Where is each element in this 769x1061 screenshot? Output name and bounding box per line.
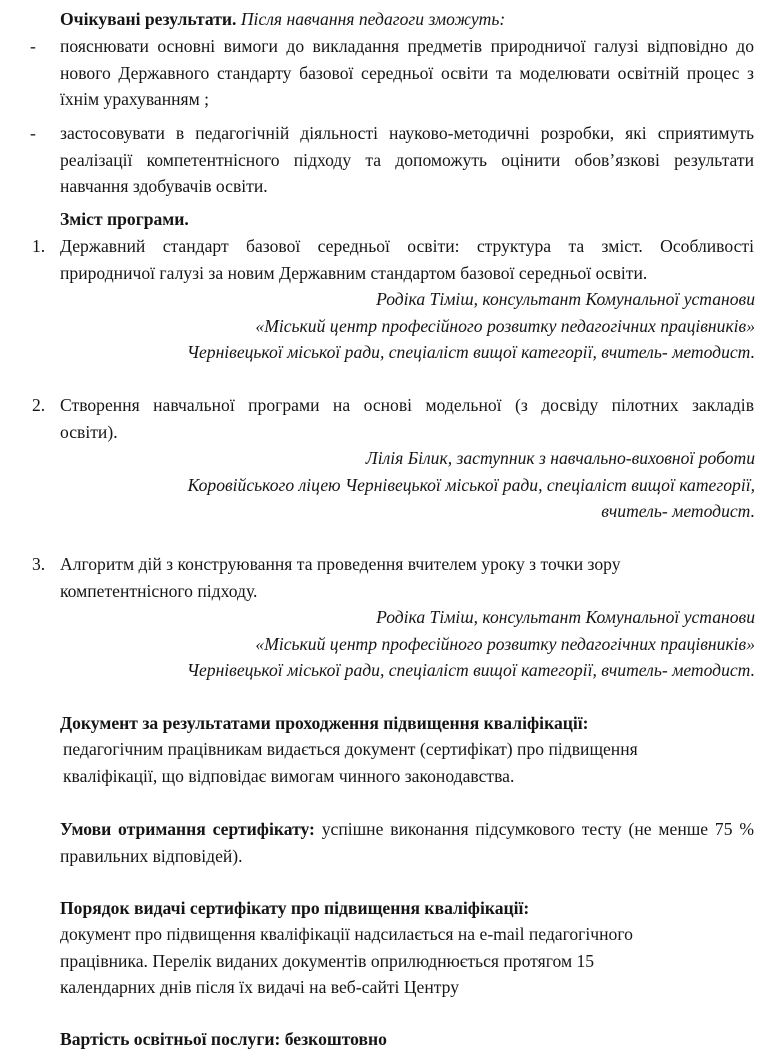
issuance-line: календарних днів після їх видачі на веб-сайті Центру [60, 977, 460, 997]
title-line: Створення навчальної програми на основі модельної (з досвіду пілотних закладів [60, 395, 754, 415]
author-line: «Міський центр професійного розвитку педагогічних працівників» [255, 315, 755, 336]
conditions-heading: Умови отримання сертифікату: [60, 819, 315, 839]
expected-results-line [60, 6, 505, 33]
author-line: Чернівецької міської ради, спеціаліст вищої категорії, вчитель- методист. [186, 342, 755, 362]
cost-line: Вартість освітньої послуги: безкоштовно [60, 1029, 387, 1049]
conditions-text: успішне виконання підсумкового тесту (не менше 75 % правильних відповідей). [60, 819, 754, 866]
program-heading: Зміст програми. [60, 209, 189, 229]
conditions-paragraph [60, 816, 754, 869]
author-line: вчитель- методист. [601, 501, 755, 521]
title-line: Державний стандарт базової середньої освіти: структура та зміст. Особливості [60, 236, 754, 256]
issuance-text [60, 921, 754, 1001]
issuance-line: документ про підвищення кваліфікації надсилається на e-mail педагогічного [60, 924, 633, 944]
program-item-number: 2. [32, 395, 46, 415]
program-item-1-title [60, 233, 754, 286]
document-line: педагогічним працівникам видається документ (сертифікат) про підвищення [63, 739, 638, 759]
title-line: Алгоритм дій з конструювання та проведення вчителем уроку з точки зору [60, 554, 621, 574]
bullet-dash: - [30, 36, 36, 56]
title-line: компетентнісного підходу. [60, 580, 258, 601]
author-line: Коровійського ліцею Чернівецької міської ради, спеціаліст вищої категорії, [187, 474, 755, 495]
document-heading: Документ за результатами проходження підвищення кваліфікації: [60, 713, 589, 733]
program-item-number: 1. [32, 236, 46, 256]
program-item-3-author [55, 604, 755, 684]
author-line: Родіка Тіміш, консультант Комунальної установи [376, 607, 755, 627]
program-item-2-title [60, 392, 754, 445]
bullet-dash: - [30, 123, 36, 143]
document-line: кваліфікації, що відповідає вимогам чинного законодавства. [63, 765, 515, 786]
author-line: Чернівецької міської ради, спеціаліст вищої категорії, вчитель- методист. [186, 660, 755, 680]
issuance-line: працівника. Перелік виданих документів оприлюднюється протягом 15 [60, 950, 595, 971]
title-line: освіти). [60, 421, 118, 442]
program-item-2-author [55, 445, 755, 525]
author-line: Лілія Білик, заступник з навчально-виховної роботи [365, 448, 755, 468]
issuance-heading: Порядок видачі сертифікату про підвищення кваліфікації: [60, 898, 530, 918]
program-item-1-author [55, 286, 755, 366]
expected-results-intro: Після навчання педагоги зможуть: [240, 9, 506, 29]
title-line: природничої галузі за новим Державним стандартом базової середньої освіти. [60, 262, 648, 283]
author-line: «Міський центр професійного розвитку педагогічних працівників» [255, 633, 755, 654]
expected-result-item-2: застосовувати в педагогічній діяльності науково-методичні розробки, які сприятимуть реалізації компетентнісного підходу та допоможуть оцінити обов’язкові результати навчання здобувачів освіти. [60, 123, 754, 196]
document-text [63, 736, 753, 789]
expected-results-heading: Очікувані результати. [60, 9, 237, 29]
program-item-number: 3. [32, 554, 46, 574]
expected-result-item-1: пояснювати основні вимоги до викладання предметів природничої галузі відповідно до нового Державного стандарту базової середньої освіти та моделювати освітній процес з їхнім урахуванням ; [60, 36, 754, 109]
author-line: Родіка Тіміш, консультант Комунальної установи [376, 289, 755, 309]
program-item-3-title [60, 551, 754, 604]
